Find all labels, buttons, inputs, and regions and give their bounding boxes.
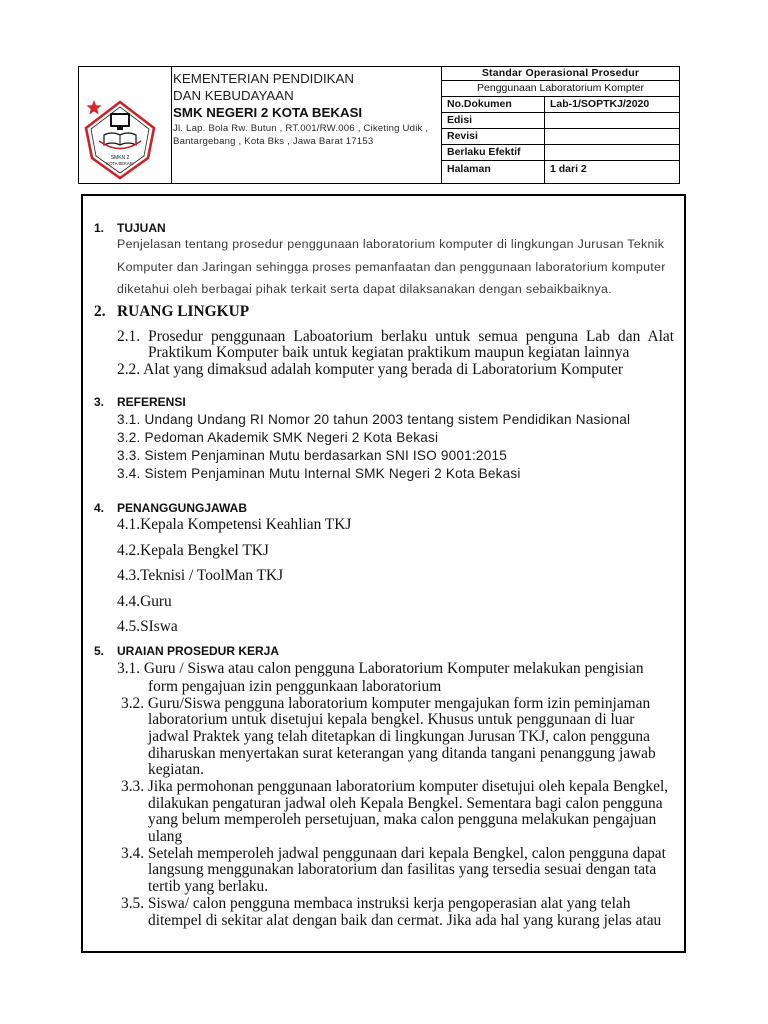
- logo-book-icon: [104, 133, 136, 145]
- document-header: [78, 66, 680, 184]
- ministry-line: DAN KEBUDAYAAN: [173, 88, 294, 103]
- school-logo: [82, 96, 158, 182]
- procedure-line: form pengajuan izin penggunkaan laboratorium: [148, 678, 442, 695]
- field-row: [442, 129, 679, 145]
- field-row: [442, 145, 679, 161]
- doc-subtitle-row: [442, 81, 679, 97]
- procedure-line: tertib yang berlaku.: [148, 878, 269, 895]
- field-value: 1 dari 2: [550, 163, 587, 175]
- purpose-line: diketahui oleh berbagai pihak terkait serta dapat dilaksanakan dengan sebaikbaiknya.: [117, 282, 612, 296]
- section-title: TUJUAN: [117, 221, 166, 235]
- section-number: 4.: [94, 501, 105, 515]
- address-line: Bantargebang , Kota Bks , Jawa Barat 17153: [173, 136, 374, 147]
- field-label: Halaman: [442, 161, 545, 184]
- doc-title-row: [442, 66, 679, 81]
- procedure-line: 3.5. Siswa/ calon pengguna membaca instruksi kerja pengoperasian alat yang telah: [121, 895, 631, 912]
- responsible-item: 4.2.Kepala Bengkel TKJ: [117, 542, 269, 559]
- document-control-table: [442, 66, 679, 184]
- procedure-line: ditempel di sekitar alat dengan baik dan cermat. Jika ada hal yang kurang jelas atau: [148, 912, 662, 929]
- procedure-line: laboratorium untuk disetujui kepala bengkel. Khusus untuk penggunaan di luar: [148, 711, 635, 728]
- procedure-line: langsung menggunakan laboratorium dan fasilitas yang tersedia sesuai dengan tata: [148, 861, 657, 878]
- procedure-line: 3.3. Jika permohonan penggunaan laboratorium komputer disetujui oleh kepala Bengkel,: [121, 778, 669, 795]
- school-name: SMK NEGERI 2 KOTA BEKASI: [173, 105, 363, 120]
- responsible-item: 4.1.Kepala Kompetensi Keahlian TKJ: [117, 516, 352, 533]
- reference-item: 3.3. Sistem Penjaminan Mutu berdasarkan SNI ISO 9001:2015: [117, 448, 507, 463]
- procedure-line: kegiatan.: [148, 761, 204, 778]
- section-number: 3.: [94, 395, 105, 409]
- scope-line: 2.1. Prosedur penggunaan Laboatorium berlaku untuk semua penguna Lab dan Alat: [117, 329, 674, 345]
- address-line: Jl. Lap. Bola Rw. Butun , RT.001/RW.006 , Ciketing Udik ,: [173, 123, 429, 134]
- section-title: URAIAN PROSEDUR KERJA: [117, 644, 280, 658]
- procedure-line: yang belum memperoleh persetujuan, maka calon pengguna melakukan pengajuan: [148, 811, 657, 828]
- procedure-line: jadwal Praktek yang telah ditetapkan di lingkungan Jurusan TKJ, calon pengguna: [148, 728, 650, 745]
- scope-line: Praktikum Komputer baik untuk kegiatan praktikum maupun kegiatan lainnya: [148, 344, 630, 361]
- field-label: No.Dokumen: [442, 97, 545, 112]
- field-label: Edisi: [442, 113, 545, 128]
- procedure-line: diharuskan menyertakan surat keterangan yang ditanda tangani penanggung jawab: [148, 745, 656, 762]
- procedure-line: ulang: [148, 828, 183, 845]
- procedure-line: 3.4. Setelah memperoleh jadwal penggunaan dari kepala Bengkel, calon pengguna dapat: [121, 845, 666, 862]
- field-value: [545, 145, 679, 160]
- field-row: [442, 113, 679, 129]
- field-row: [442, 97, 679, 113]
- procedure-line: dilakukan pengaturan jadwal oleh Kepala Bengkel. Sementara bagi calon pengguna: [148, 795, 663, 812]
- field-label: Revisi: [442, 129, 545, 144]
- scope-line: 2.2. Alat yang dimaksud adalah komputer yang berada di Laboratorium Komputer: [117, 361, 624, 378]
- ministry-line: KEMENTERIAN PENDIDIKAN: [173, 71, 355, 86]
- doc-title: Standar Operasional Prosedur: [481, 67, 640, 79]
- section-title: PENANGGUNGJAWAB: [117, 501, 248, 515]
- responsible-item: 4.3.Teknisi / ToolMan TKJ: [117, 567, 284, 584]
- logo-text-line2: KOTA BEKASI: [106, 161, 134, 166]
- reference-item: 3.4. Sistem Penjaminan Mutu Internal SMK Negeri 2 Kota Bekasi: [117, 466, 521, 481]
- section-number: 2.: [94, 303, 106, 320]
- field-value: [545, 129, 679, 144]
- section-number: 1.: [94, 221, 105, 235]
- field-label: Berlaku Efektif: [442, 145, 545, 160]
- section-title: RUANG LINGKUP: [117, 303, 250, 320]
- field-value: [545, 113, 679, 128]
- section-title: REFERENSI: [117, 395, 186, 409]
- responsible-item: 4.5.SIswa: [117, 618, 178, 635]
- logo-text-line1: SMKN 2: [110, 155, 130, 161]
- reference-item: 3.1. Undang Undang RI Nomor 20 tahun 2003 tentang sistem Pendidikan Nasional: [117, 412, 631, 427]
- purpose-line: Penjelasan tentang prosedur penggunaan laboratorium komputer di lingkungan Jurusan Teknik: [117, 237, 665, 251]
- field-row: [442, 161, 679, 184]
- procedure-line: 3.1. Guru / Siswa atau calon pengguna Laboratorium Komputer melakukan pengisian: [117, 660, 644, 677]
- responsible-item: 4.4.Guru: [117, 593, 172, 610]
- procedure-line: 3.2. Guru/Siswa pengguna laboratorium komputer mengajukan form izin peminjaman: [121, 695, 651, 712]
- field-value: Lab-1/SOPTKJ/2020: [550, 98, 650, 110]
- logo-star-icon: [86, 100, 101, 114]
- purpose-line: Komputer dan Jaringan sehingga proses pemanfaatan dan penggunaan laboratorium komputer: [117, 260, 666, 274]
- reference-item: 3.2. Pedoman Akademik SMK Negeri 2 Kota Bekasi: [117, 430, 439, 445]
- header-divider: [171, 66, 172, 184]
- section-number: 5.: [94, 644, 105, 658]
- doc-subtitle: Penggunaan Laboratorium Kompter: [477, 82, 644, 94]
